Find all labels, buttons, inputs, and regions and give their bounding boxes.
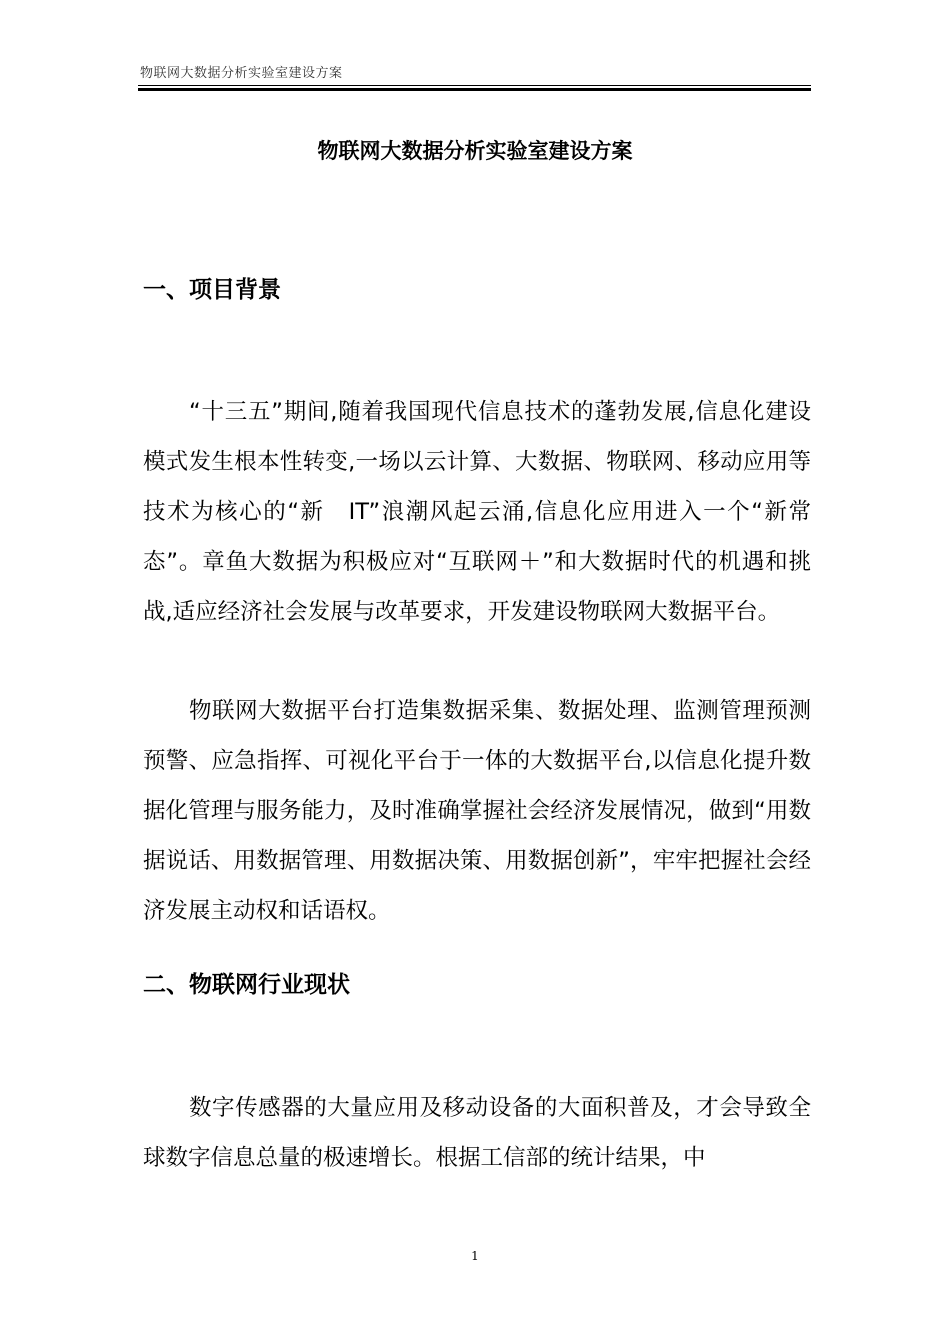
section-heading-industry-status: 二、物联网行业现状 <box>143 972 350 998</box>
section-heading-background: 一、项目背景 <box>143 277 281 303</box>
header-rule-thick <box>138 88 811 91</box>
paragraph-background-1: “十三五”期间,随着我国现代信息技术的蓬勃发展,信息化建设模式发生根本性转变,一场以云计算、大数据、物联网、移动应用等技术为核心的“新 IT”浪潮风起云涌,信息化应用进入一个“新常态”。章鱼大数据为积极应对“互联网＋”和大数据时代的机遇和挑战,适应经济社会发展与改革要求，开发建设物联网大数据平台。 <box>143 399 811 625</box>
paragraph-background-2: 物联网大数据平台打造集数据采集、数据处理、监测管理预测预警、应急指挥、可视化平台于一体的大数据平台,以信息化提升数据化管理与服务能力，及时准确掌握社会经济发展情况，做到“用数据说话、用数据管理、用数据决策、用数据创新”，牢牢把握社会经济发展主动权和话语权。 <box>143 698 811 924</box>
document-title: 物联网大数据分析实验室建设方案 <box>317 139 633 163</box>
page-number: 1 <box>471 1249 479 1263</box>
paragraph-industry-status-1: 数字传感器的大量应用及移动设备的大面积普及，才会导致全球数字信息总量的极速增长。根据工信部的统计结果，中 <box>143 1095 811 1171</box>
header-rule-thin <box>138 85 811 86</box>
running-header: 物联网大数据分析实验室建设方案 <box>140 66 343 81</box>
